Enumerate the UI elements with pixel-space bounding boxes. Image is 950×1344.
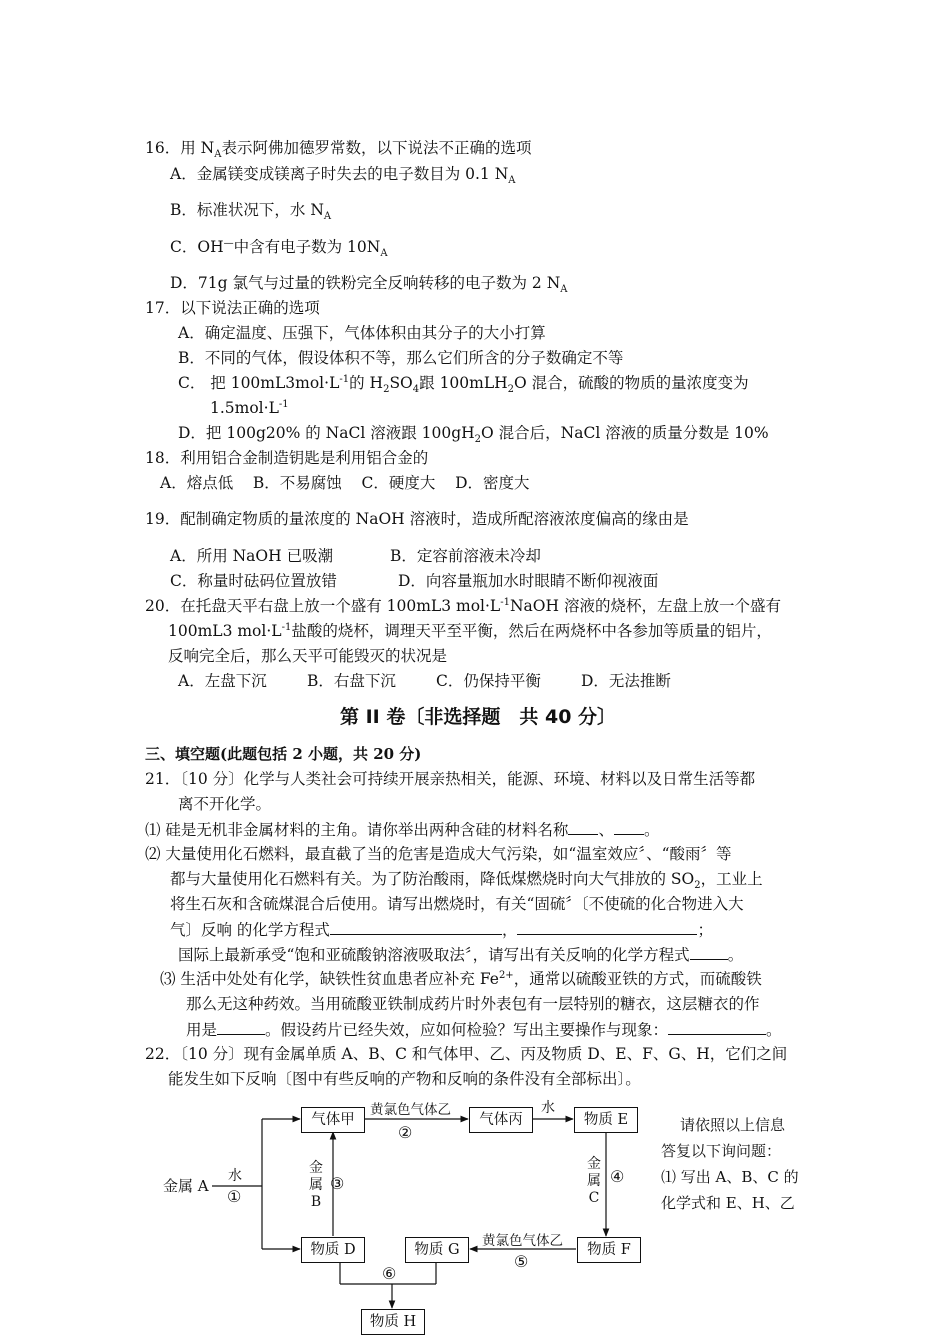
step-5-marker: ⑤: [514, 1252, 529, 1271]
step-2-marker: ②: [398, 1123, 413, 1142]
q21-part2-line-4: 气〕反响 的化学方程式 ， ；: [170, 921, 713, 939]
substance-g-box: 物质 G: [405, 1237, 469, 1263]
q16-option-b: B．标准状况下，水 $N_A$: [170, 201, 332, 223]
q19-stem: 19．配制确定物质的量浓度的 NaOH 溶液时，造成所配溶液浓度偏高的缘由是: [145, 510, 689, 528]
substance-d-box: 物质 D: [301, 1237, 365, 1263]
q21-line-2: 离不开化学。: [178, 795, 272, 813]
q16-option-a: A．金属镁变成镁离子时失去的电子数目为 0.1 $N_A$: [170, 165, 516, 187]
q21-part2-line-2: 都与大量使用化石燃料有关。为了防治酸雨，降低煤燃烧时向大气排放的 $SO_2$，工业上: [170, 870, 763, 892]
q19-option-b: B．定容前溶液未冷却: [390, 547, 541, 565]
q16-stem: 16．用 $N_A$表示阿佛加德罗常数，以下说法不正确的选项: [145, 139, 532, 161]
water-label-2: 水: [541, 1100, 555, 1116]
q20-line-3: 反响完全后，那么天平可能毁灭的状况是: [168, 647, 448, 665]
q19-option-d: D．向容量瓶加水时眼睛不断仰视液面: [398, 572, 659, 590]
q17-option-a: A．确定温度、压强下，气体体积由其分子的大小打算: [178, 324, 546, 342]
q21-part3-line-2: 那么无这种药效。当用硫酸亚铁制成药片时外表包有一层特别的糖衣，这层糖衣的作: [186, 995, 760, 1013]
substance-e-box: 物质 E: [574, 1107, 638, 1133]
q21-part2-line-3: 将生石灰和含硫煤混合后使用。请写出燃烧时，有关“固硫〞〔不使硫的化合物进入大: [170, 895, 744, 913]
q21-part3-line-3: 用是 。假设药片已经失效，应如何检验？写出主要操作与现象： 。: [186, 1021, 782, 1039]
q22-line-2: 能发生如下反响〔图中有些反响的产物和反响的条件没有全部标出〕。: [168, 1070, 641, 1088]
side-text-line-4: 化学式和 E、H、乙: [661, 1194, 795, 1212]
q18-options: A．熔点低 B．不易腐蚀 C．硬度大 D．密度大: [160, 474, 530, 492]
q17-option-d: D．把 100g20% 的 NaCl 溶液跟 $100gH_2O$ 混合后，NaCl 溶液的质量分数是 10%: [178, 424, 769, 446]
q20-option-a: A．左盘下沉: [178, 672, 267, 690]
q21-part2-line-1: ⑵ 大量使用化石燃料，最直截了当的危害是造成大气污染，如“温室效应〞、“酸雨〞等: [145, 845, 732, 863]
metal-b-label: 金 属 B: [309, 1160, 323, 1210]
section3-heading: 三、填空题(此题包括 2 小题，共 20 分): [145, 745, 422, 763]
step-6-marker: ⑥: [382, 1264, 397, 1283]
q18-stem: 18．利用铝合金制造钥匙是利用铝合金的: [145, 449, 429, 467]
metal-c-label: 金 属 C: [587, 1156, 601, 1206]
q20-line-1: 20．在托盘天平右盘上放一个盛有 100mL3 $mol\cdot L^{-1}NaOH$ 溶液的烧杯，左盘上放一个盛有: [145, 596, 781, 615]
q16-option-d: D．71g 氯气与过量的铁粉完全反响转移的电子数为 2 $N_A$: [170, 274, 568, 296]
q17-option-c: C． 把 $100mL3mol\cdot L^{-1}$的 $H_2SO_4$跟 100mLH$_2$O 混合，硫酸的物质的量浓度变为: [178, 373, 749, 396]
q20-option-c: C．仍保持平衡: [436, 672, 541, 690]
q17-option-b: B．不同的气体，假设体积不等，那么它们所含的分子数确定不等: [178, 349, 624, 367]
q21-line-1: 21．〔10 分〕化学与人类社会可持续开展亲热相关，能源、环境、材料以及日常生活等都: [145, 770, 756, 788]
q20-option-b: B．右盘下沉: [307, 672, 396, 690]
q21-part2-line-5: 国际上最新承受“饱和亚硫酸钠溶液吸取法〞，请写出有关反响的化学方程式 。: [178, 946, 744, 964]
q20-line-2: 100mL3 $mol\cdot L^{-1}$盐酸的烧杯，调理天平至平衡，然后在两烧杯中各参加等质量的铝片，: [168, 621, 772, 640]
q21-part1: ⑴ 硅是无机非金属材料的主角。请你举出两种含硅的材料名称 、 。: [145, 821, 660, 839]
substance-f-box: 物质 F: [577, 1237, 641, 1263]
gas-jia-box: 气体甲: [301, 1107, 365, 1133]
q21-part3-line-1: ⑶ 生活中处处有化学，缺铁性贫血患者应补充 $Fe^{2+}$，通常以硫酸亚铁的方式，而硫酸铁: [160, 969, 762, 988]
water-label-1: 水: [228, 1168, 242, 1184]
step-1-marker: ①: [227, 1187, 242, 1206]
part2-title: 第 II 卷〔非选择题 共 40 分〕: [340, 706, 617, 728]
substance-h-box: 物质 H: [361, 1309, 425, 1335]
q20-option-d: D．无法推断: [581, 672, 671, 690]
side-text-line-1: 请依照以上信息: [680, 1116, 786, 1134]
gas-bing-box: 气体丙: [469, 1107, 533, 1133]
q17-option-c-continued: $1.5mol\cdot L^{-1}$: [210, 398, 289, 417]
q19-option-a: A．所用 NaOH 已吸潮: [170, 547, 334, 565]
yellow-gas-label-1: 黄氯色气体乙: [370, 1102, 451, 1118]
q16-option-c: C．OH—中含有电子数为 $10N_A$: [170, 237, 388, 260]
step-4-marker: ④: [610, 1167, 625, 1186]
q22-line-1: 22．〔10 分〕现有金属单质 A、B、C 和气体甲、乙、丙及物质 D、E、F、G、H，它们之间: [145, 1045, 788, 1063]
q19-option-c: C．称量时砝码位置放错: [170, 572, 337, 590]
side-text-line-3: ⑴ 写出 A、B、C 的: [661, 1168, 799, 1186]
metal-a-label: 金属 A: [163, 1177, 209, 1195]
yellow-gas-label-2: 黄氯色气体乙: [482, 1233, 563, 1249]
q17-stem: 17．以下说法正确的选项: [145, 299, 320, 317]
step-3-marker: ③: [330, 1174, 345, 1193]
side-text-line-2: 答复以下询问题：: [661, 1142, 782, 1160]
